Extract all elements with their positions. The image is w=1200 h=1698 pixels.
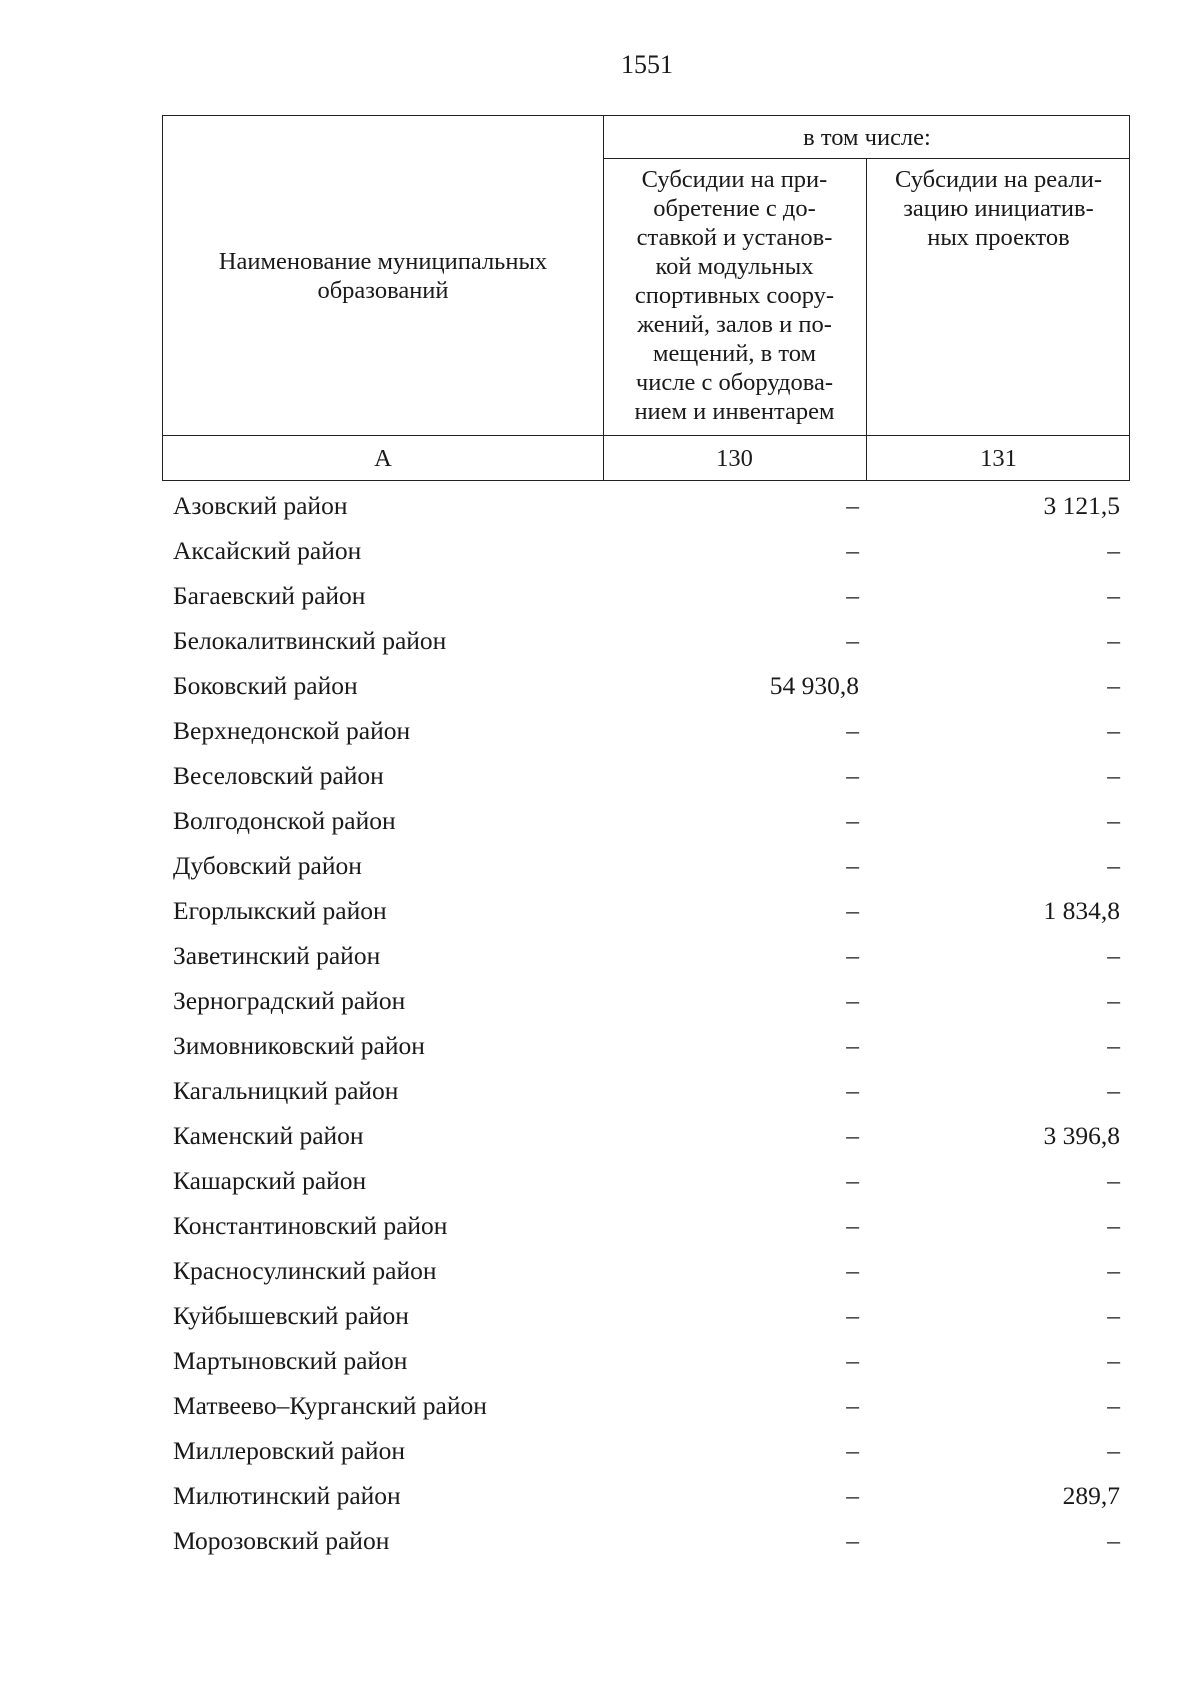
table-row: [0, 1431, 1200, 1476]
municipality-name: Боковский район: [173, 671, 358, 700]
municipality-name: Мартыновский район: [173, 1346, 408, 1375]
table-header: [162, 115, 1130, 481]
municipality-name: Заветинский район: [173, 941, 381, 970]
value-col-130: –: [846, 536, 859, 565]
value-col-131: –: [1107, 761, 1120, 790]
municipality-name: Зерноградский район: [173, 986, 406, 1015]
value-col-130: –: [846, 1121, 859, 1150]
table-row: [0, 891, 1200, 936]
value-col-130: –: [846, 851, 859, 880]
value-col-131: –: [1107, 941, 1120, 970]
table-row: [0, 1071, 1200, 1116]
value-col-130: –: [846, 1391, 859, 1420]
value-col-131: –: [1107, 626, 1120, 655]
municipality-name: Веселовский район: [173, 761, 384, 790]
value-col-130: –: [846, 716, 859, 745]
municipality-name: Верхнедонской район: [173, 716, 411, 745]
table-row: [0, 1116, 1200, 1161]
header-name-label: Наименование муниципальных образований: [218, 247, 548, 304]
value-col-131: –: [1107, 671, 1120, 700]
municipality-name: Аксайский район: [173, 536, 362, 565]
table-row: [0, 666, 1200, 711]
value-col-130: –: [846, 1031, 859, 1060]
value-col-130: –: [846, 1481, 859, 1510]
value-col-131: 3 121,5: [1043, 491, 1120, 520]
header-index-130-label: 130: [716, 444, 753, 472]
table-body: [0, 486, 1200, 1566]
value-col-130: –: [846, 626, 859, 655]
municipality-name: Зимовниковский район: [173, 1031, 425, 1060]
header-index-130: [603, 435, 866, 481]
table-row: [0, 531, 1200, 576]
municipality-name: Каменский район: [173, 1121, 364, 1150]
table-row: [0, 801, 1200, 846]
municipality-name: Милютинский район: [173, 1481, 401, 1510]
municipality-name: Егорлыкский район: [173, 896, 387, 925]
value-col-131: –: [1107, 1346, 1120, 1375]
value-col-131: –: [1107, 716, 1120, 745]
municipality-name: Морозовский район: [173, 1526, 390, 1555]
table-row: [0, 1476, 1200, 1521]
header-index-131: [866, 435, 1131, 481]
table-row: [0, 486, 1200, 531]
header-col-130-label: Субсидии на при- обретение с до- ставкой и установ- кой модульных спортивных соору- жений, залов и по- мещений, в том числе с оборудова- нием и инвентарем: [634, 166, 835, 425]
table-row: [0, 1521, 1200, 1566]
value-col-130: –: [846, 491, 859, 520]
municipality-name: Кашарский район: [173, 1166, 367, 1195]
table-row: [0, 1251, 1200, 1296]
municipality-name: Дубовский район: [173, 851, 362, 880]
value-col-130: –: [846, 1076, 859, 1105]
header-index-a: [163, 435, 603, 481]
table-row: [0, 936, 1200, 981]
municipality-name: Красносулинский район: [173, 1256, 437, 1285]
municipality-name: Миллеровский район: [173, 1436, 405, 1465]
table-row: [0, 846, 1200, 891]
value-col-131: –: [1107, 1211, 1120, 1240]
value-col-130: –: [846, 581, 859, 610]
value-col-130: –: [846, 1346, 859, 1375]
value-col-130: –: [846, 1256, 859, 1285]
municipality-name: Куйбышевский район: [173, 1301, 409, 1330]
table-row: [0, 1296, 1200, 1341]
value-col-131: –: [1107, 806, 1120, 835]
table-row: [0, 756, 1200, 801]
value-col-130: –: [846, 1436, 859, 1465]
value-col-131: 289,7: [1062, 1481, 1120, 1510]
table-row: [0, 1026, 1200, 1071]
municipality-name: Кагальницкий район: [173, 1076, 399, 1105]
table-row: [0, 981, 1200, 1026]
value-col-131: –: [1107, 1166, 1120, 1195]
header-index-131-label: 131: [980, 444, 1017, 472]
value-col-130: –: [846, 1526, 859, 1555]
table-row: [0, 1161, 1200, 1206]
value-col-130: –: [846, 1211, 859, 1240]
header-group-label: в том числе:: [803, 123, 931, 151]
table-row: [0, 1341, 1200, 1386]
value-col-131: –: [1107, 1076, 1120, 1105]
page-number: 1551: [621, 50, 673, 79]
value-col-130: –: [846, 986, 859, 1015]
table-row: [0, 1386, 1200, 1431]
table-row: [0, 621, 1200, 666]
value-col-131: 1 834,8: [1043, 896, 1120, 925]
municipality-name: Константиновский район: [173, 1211, 448, 1240]
value-col-130: –: [846, 1166, 859, 1195]
value-col-131: –: [1107, 986, 1120, 1015]
value-col-130: –: [846, 896, 859, 925]
table-row: [0, 711, 1200, 756]
value-col-131: –: [1107, 1436, 1120, 1465]
municipality-name: Азовский район: [173, 491, 348, 520]
header-index-a-label: А: [374, 444, 392, 472]
value-col-130: –: [846, 761, 859, 790]
municipality-name: Белокалитвинский район: [173, 626, 447, 655]
value-col-131: –: [1107, 1256, 1120, 1285]
value-col-131: –: [1107, 851, 1120, 880]
municipality-name: Багаевский район: [173, 581, 366, 610]
municipality-name: Матвеево–Курганский район: [173, 1391, 487, 1420]
value-col-131: 3 396,8: [1043, 1121, 1120, 1150]
value-col-131: –: [1107, 536, 1120, 565]
value-col-130: –: [846, 806, 859, 835]
header-col-131: [866, 165, 1131, 435]
header-col-131-label: Субсидии на реали- зацию инициатив- ных проектов: [894, 166, 1103, 251]
header-name-column: [163, 116, 603, 435]
table-row: [0, 1206, 1200, 1251]
value-col-131: –: [1107, 1391, 1120, 1420]
value-col-131: –: [1107, 1031, 1120, 1060]
table-row: [0, 576, 1200, 621]
value-col-130: –: [846, 941, 859, 970]
value-col-131: –: [1107, 1301, 1120, 1330]
value-col-130: –: [846, 1301, 859, 1330]
municipality-name: Волгодонской район: [173, 806, 396, 835]
value-col-131: –: [1107, 1526, 1120, 1555]
header-col-130: [603, 165, 866, 435]
value-col-130: 54 930,8: [769, 671, 859, 700]
value-col-131: –: [1107, 581, 1120, 610]
header-group: [603, 116, 1131, 158]
header-divider: [603, 158, 1129, 159]
